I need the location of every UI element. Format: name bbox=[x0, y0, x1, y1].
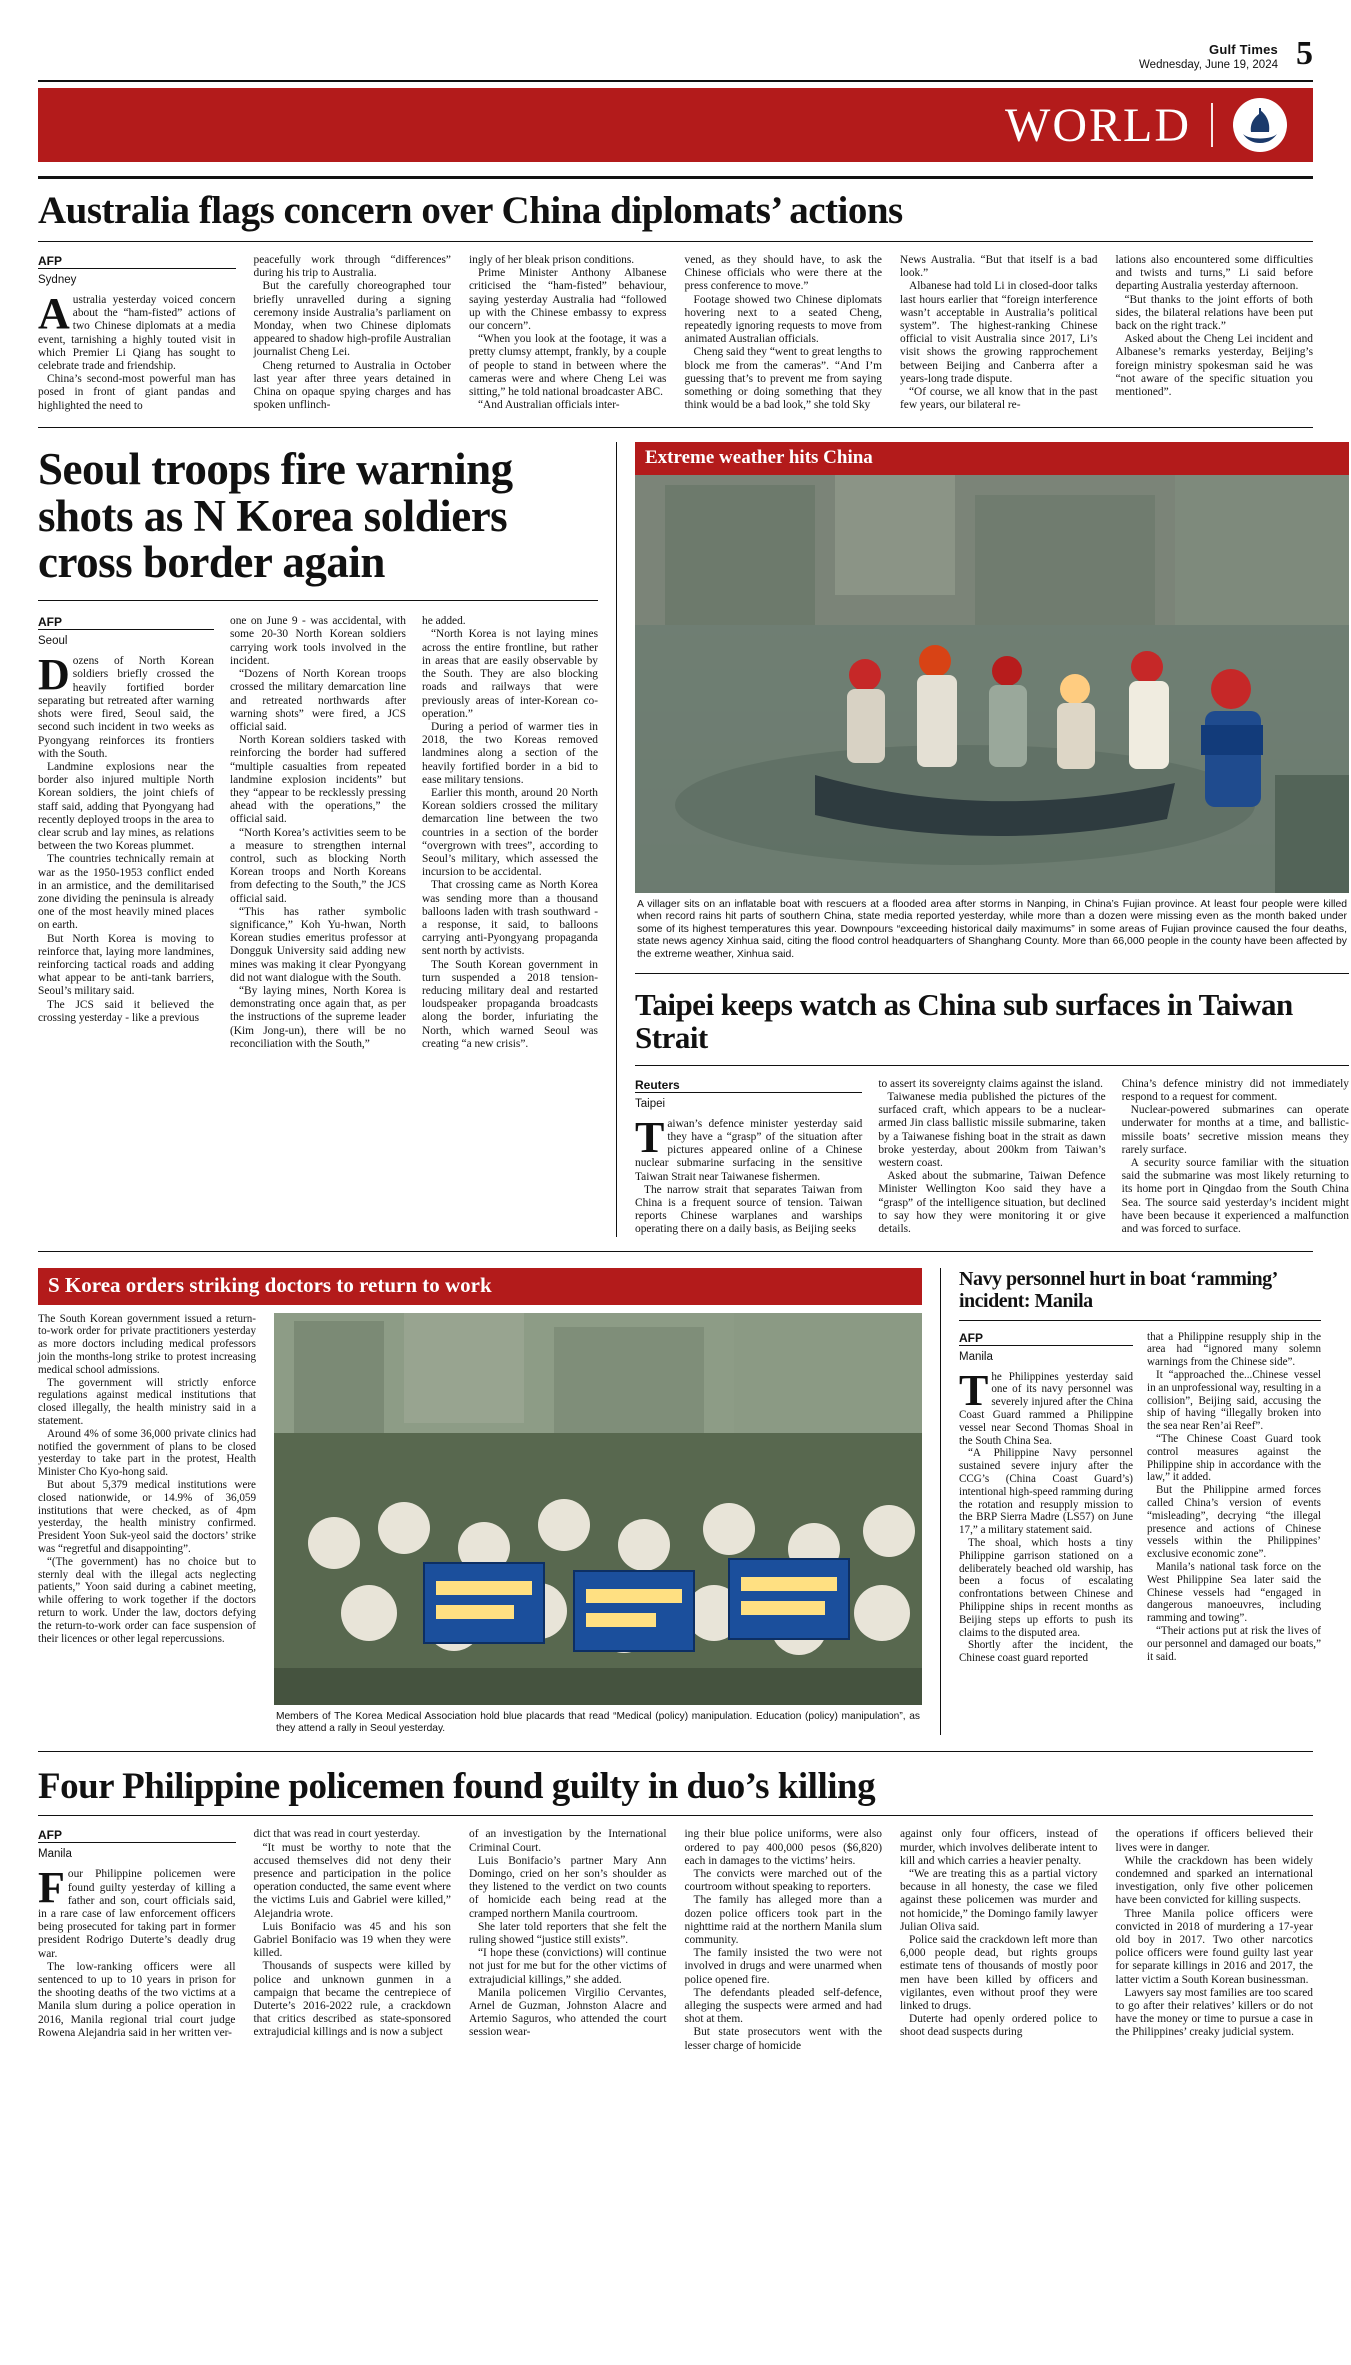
paragraph: against only four officers, instead of murder, which involves deliberate intent to kill and which carries a heavier penalty. bbox=[900, 1828, 1098, 1867]
paragraph: Dozens of North Korean soldiers briefly crossed the heavily fortified border separating but retreated after warning shots were fired, Seoul said, the second such incident in two weeks as Pyongyang reinforces its frontiers with the South. bbox=[38, 650, 214, 760]
paragraph: one on June 9 - was accidental, with some 20-30 North Korean soldiers carrying work tools involved in the incident. bbox=[230, 615, 406, 667]
paragraph: “When you look at the footage, it was a pretty clumsy attempt, frankly, by a couple of people to stand in between where the cameras were and where Cheng Lei was sitting,” he told national broadcaster ABC. bbox=[469, 333, 667, 399]
paragraph: The family has alleged more than a dozen police officers took part in the nighttime raid at the northern Manila slum community. bbox=[684, 1894, 882, 1947]
paragraph: Lawyers say most families are too scared to go after their relatives’ killers or do not have the money or time to pursue a case in the Philippines’ creaky judicial system. bbox=[1115, 1986, 1313, 2039]
column-divider bbox=[616, 442, 617, 1237]
column bbox=[254, 1828, 452, 2052]
paragraph: “And Australian officials inter- bbox=[478, 399, 620, 412]
column bbox=[38, 1828, 236, 2052]
byline-rule bbox=[635, 1092, 862, 1093]
paragraph: That crossing came as North Korea was sending more than a thousand balloons laden with trash southward - a response, it said, to balloons carrying anti-Pyongyang propaganda sent north by activists. bbox=[422, 879, 598, 958]
paragraph: vened, as they should have, to ask the Chinese officials who were there at the press conference to move.” bbox=[684, 254, 882, 293]
paragraph: Thousands of suspects were killed by police and unknown gunmen in a campaign that became the centrepiece of Duterte’s 2016-2022 rule, a crackdown that critics described as state-sponsored extrajudicial killings and is now a subject bbox=[253, 1960, 451, 2039]
paragraph: “By laying mines, North Korea is demonstrating once again that, as per the instructions of the supreme leader (Kim Jong-un), there will be no reconciliation with the South,” bbox=[230, 984, 406, 1050]
paragraph: During a period of warmer ties in 2018, the two Koreas removed landmines along a section of the heavily fortified border in a bid to ease military tensions. bbox=[422, 720, 598, 786]
paragraph: “It must be worthy to note that the accused themselves did not deny their presence and participation in the police operation conducted, the same event where the victims Luis and Gabriel were killed,” Alejandria wrote. bbox=[253, 1841, 451, 1920]
paragraph: China’s defence ministry did not immediately respond to a request for comment. bbox=[1121, 1077, 1349, 1104]
paragraph: The low-ranking officers were all sentenced to up to 10 years in prison for the shooting deaths of the two victims at a Manila slum during a police operation in 2016, Manila regional trial court judge Rowena Alejandria said in her written ver- bbox=[38, 1960, 236, 2039]
section-banner bbox=[38, 88, 1313, 162]
divider-rule bbox=[38, 427, 1313, 428]
paragraph: ing their blue police uniforms, were also ordered to pay 400,000 pesos ($6,820) each in damages to the victims’ heirs. bbox=[684, 1828, 882, 1867]
story-navy bbox=[959, 1268, 1321, 1735]
paragraph: ingly of her bleak prison conditions. bbox=[469, 254, 635, 267]
paragraph: The convicts were marched out of the courtroom without speaking to reporters. bbox=[684, 1868, 882, 1894]
byline bbox=[38, 254, 236, 286]
paragraph: Manila’s national task force on the West Philippine Sea later said the Chinese vessels had “engaged in dangerous manoeuvres, including ramming and towing”. bbox=[1147, 1561, 1321, 1625]
paragraph: he added. bbox=[422, 615, 466, 628]
column bbox=[254, 254, 452, 413]
paragraph: “Of course, we all know that in the past few years, our bilateral re- bbox=[900, 386, 1098, 412]
paragraph: The government will strictly enforce regulations against medical institutions that closed illegally, the health ministry said in a statement. bbox=[38, 1376, 256, 1428]
story-australia bbox=[38, 191, 1313, 413]
paragraph: “Dozens of North Korean troops crossed the military demarcation line and retreated northwards after warning shots” were fired, a JCS official said. bbox=[230, 668, 406, 733]
photo-caption: A villager sits on an inflatable boat with rescuers at a flooded area after storms in Nanping, in China’s Fujian province. At least four people were killed when record rains hit parts of southern China, state media reported yesterday, while more than a dozen were missing even as the month baked under some of its highest temperatures this year. Downpours “exceeding historical daily maximums” in some areas of Fujian province caused the four deaths, state news agency Xinhua said, citing the flood control headquarters of Shanghang County. More than 66,000 people in the county have been affected by the extreme weather, Xinhua said. bbox=[637, 898, 1347, 960]
paragraph: But the carefully choreographed tour briefly unravelled during a signing ceremony inside Australia’s parliament on Monday, when two Chinese diplomats appeared to shadow high-profile Australian journalist Cheng Lei. bbox=[253, 280, 451, 359]
byline bbox=[959, 1331, 1133, 1363]
middle-block bbox=[38, 442, 1349, 1237]
byline-place: Sydney bbox=[38, 274, 77, 287]
top-rule bbox=[38, 176, 1313, 179]
paragraph: “A Philippine Navy personnel sustained severe injury after the CCG’s (China Coast Guard’s) intentional high-speed ramming during the rotation and resupply mission to the BRP Sierra Madre (LS57) on June 17,” a military statement said. bbox=[959, 1447, 1133, 1537]
paragraph: The narrow strait that separates Taiwan from China is a frequent source of tension. Taiwan reports Chinese warplanes and warships operating there on a daily basis, as Beijing seeks bbox=[635, 1183, 863, 1236]
column bbox=[469, 1828, 667, 2052]
photo-kicker: Extreme weather hits China bbox=[635, 442, 1349, 475]
paragraph: But the Philippine armed forces called China’s version of events “misleading”, decrying “the illegal presence and actions of Chinese vessels within the Philippines’ exclusive economic zone”. bbox=[1147, 1484, 1321, 1561]
story-navy-rule bbox=[959, 1320, 1321, 1321]
story-taipei-columns bbox=[635, 1078, 1349, 1237]
paragraph: Footage showed two Chinese diplomats hovering next to a seated Cheng, repeatedly ignoring requests to move from animated Australian officials. bbox=[684, 293, 882, 346]
paragraph: “But thanks to the joint efforts of both sides, the bilateral relations have been put back on the right track.” bbox=[1115, 293, 1313, 333]
column-divider bbox=[940, 1268, 941, 1735]
paragraph: “Their actions put at risk the lives of our personnel and damaged our boats,” it said. bbox=[1147, 1625, 1321, 1663]
paragraph: lations also encountered some difficulties and twists and turns,” Li said before departing Australia yesterday afternoon. bbox=[1115, 254, 1313, 293]
column bbox=[469, 254, 667, 413]
paragraph: The family insisted the two were not involved in drugs and were unarmed when police opened fire. bbox=[684, 1947, 882, 1986]
paragraph: The South Korean government in turn suspended a 2018 tension-reducing military deal and restarted loudspeaker propaganda broadcasts along the border, infuriating the North, which warned Seoul was creating “a new crisis”. bbox=[422, 958, 598, 1050]
column bbox=[230, 615, 406, 1051]
byline-rule bbox=[959, 1345, 1133, 1346]
paragraph: Landmine explosions near the border also injured multiple North Korean soldiers, the joint chiefs of staff said, adding that Pyongyang had recently deployed troops in the area to clear scrub and lay mines, as relations between the two Koreas plummet. bbox=[38, 760, 214, 853]
paragraph: But North Korea is moving to reinforce that, laying more landmines, reinforcing tactical roads and adding what appear to be anti-tank barriers, Seoul’s military said. bbox=[38, 932, 214, 998]
paragraph: But about 5,379 medical institutions were closed nationwide, or 14.9% of 36,059 institutions that were checked, as of 4pm yesterday, the health ministry confirmed. President Yoon Suk-yeol said the doctors’ strike was “regretful and disappointing”. bbox=[38, 1479, 256, 1556]
byline-place: Seoul bbox=[38, 635, 68, 648]
paragraph: Cheng said they “went to great lengths to block me from the cameras”. “And I’m guessing that’s to prevent me from saying something or doing something that they think would be a bad look,” she told Sky bbox=[684, 346, 882, 412]
paragraph: peacefully work through “differences” during his trip to Australia. bbox=[253, 254, 451, 280]
masthead-rule bbox=[38, 80, 1313, 82]
paragraph: the operations if officers believed their lives were in danger. bbox=[1115, 1828, 1313, 1854]
story-australia-headline: Australia flags concern over China diplomats’ actions bbox=[38, 189, 903, 233]
paragraph: Earlier this month, around 20 North Korean soldiers crossed the military demarcation line between the two countries in a section of the border “overgrown with trees”, according to Seoul’s military, which assessed the incursion to be accidental. bbox=[422, 786, 598, 879]
column bbox=[900, 254, 1098, 413]
story-navy-columns bbox=[959, 1331, 1321, 1665]
divider-rule bbox=[38, 1251, 1313, 1252]
paragraph: Albanese had told Li in closed-door talks last hours earlier that “foreign interference wasn’t acceptable in Australia’s political system”. The highest-ranking Chinese official to visit Australia since 2017, Li’s visit shows the growing rapprochement between Beijing and Canberra after a years-long trade dispute. bbox=[900, 280, 1098, 385]
story-taipei-headline: Taipei keeps watch as China sub surfaces in Taiwan Strait bbox=[635, 986, 1293, 1056]
paragraph: “The Chinese Coast Guard took control measures against the Philippine ship in accordance with the law,” it added. bbox=[1147, 1433, 1321, 1484]
paragraph: A security source familiar with the situation said the submarine was most likely returning to its home port in Qingdao from the South China Sea. The source said yesterday’s incident might have been because it experienced a malfunction and was forced to surface. bbox=[1121, 1157, 1349, 1236]
story-skorea-body bbox=[38, 1313, 922, 1735]
paragraph: Police said the crackdown left more than 6,000 people dead, but rights groups estimate tens of thousands of mostly poor men have been killed by officers and vigilantes, even without proof they were linked to drugs. bbox=[900, 1934, 1098, 2013]
paragraph: Prime Minister Anthony Albanese criticised the “ham-fisted” behaviour, saying yesterday Australia had “followed up with the Chinese embassy to express our concern”. bbox=[469, 267, 667, 333]
divider-rule bbox=[635, 973, 1349, 974]
paragraph: The shoal, which hosts a tiny Philippine garrison stationed on a deliberately beached old warship, has been a focus of escalating confrontations between Chinese and Philippine ships in recent months as Beijing steps up efforts to push its claims to the disputed area. bbox=[959, 1537, 1133, 1639]
story-navy-headline: Navy personnel hurt in boat ‘ramming’ incident: Manila bbox=[959, 1267, 1277, 1312]
paragraph: While the crackdown has been widely condemned and sparked an international investigation, only five other policemen have been convicted for killing suspects. bbox=[1115, 1854, 1313, 1907]
paragraph: Three Manila police officers were convicted in 2018 of murdering a 17-year old boy in 2017. Two other narcotics police officers were found guilty last year for separate killings in 2016 and 2017, the latter victim a South Korean businessman. bbox=[1115, 1907, 1313, 1986]
paragraph: Four Philippine policemen were found guilty yesterday of killing a father and son, court officials said, in a rare case of law enforcement officers being prosecuted for taking part in former president Rodrigo Duterte’s deadly drug war. bbox=[38, 1863, 236, 1960]
masthead bbox=[38, 0, 1313, 72]
paragraph: “I hope these (convictions) will continue not just for me but for the other victims of extrajudicial killings,” she added. bbox=[469, 1947, 667, 1986]
byline bbox=[38, 1828, 236, 1860]
paragraph: China’s second-most powerful man has posed in front of giant pandas and highlighted the need to bbox=[38, 373, 236, 412]
story-australia-columns bbox=[38, 254, 1313, 413]
paragraph: Shortly after the incident, the Chinese coast guard reported bbox=[959, 1639, 1133, 1665]
paragraph: Taiwan’s defence minister yesterday said they have a “grasp” of the situation after pictures appeared online of a Chinese nuclear submarine surfacing in the sensitive Taiwan Strait near Taiwanese fishermen. bbox=[635, 1112, 863, 1183]
column bbox=[685, 1828, 883, 2052]
byline-rule bbox=[38, 629, 214, 630]
paragraph: Duterte had openly ordered police to shoot dead suspects during bbox=[900, 2013, 1098, 2039]
story-seoul bbox=[38, 442, 598, 1237]
story-philippines-columns bbox=[38, 1828, 1313, 2052]
paragraph: “North Korea’s activities seem to be a measure to strengthen internal control, such as blocking North Korean troops and North Koreans from defecting to the South,” the JCS official said. bbox=[230, 826, 406, 905]
byline bbox=[38, 615, 214, 647]
paragraph: News Australia. “But that itself is a bad look.” bbox=[900, 254, 1098, 280]
photo-caption: Members of The Korea Medical Association hold blue placards that read “Medical (policy) manipulation. Education (policy) manipulation”, as they attend a rally in Seoul yesterday. bbox=[276, 1710, 920, 1734]
paragraph: Manila policemen Virgilio Cervantes, Arnel de Guzman, Johnston Alacre and Artemio Saguros, who attended the court session wear- bbox=[469, 1986, 667, 2039]
paragraph: Asked about the submarine, Taiwan Defence Minister Wellington Koo said they have a “grasp” of the intelligence situation, but declined to say how they were monitoring it or give details. bbox=[878, 1170, 1106, 1236]
paragraph: “We are treating this as a partial victory because in all honesty, the case we filed against these policemen was murder and not homicide,” the Domingo family lawyer Julian Oliva said. bbox=[900, 1868, 1098, 1933]
column bbox=[900, 1828, 1098, 2052]
byline-place: Manila bbox=[959, 1350, 993, 1363]
paragraph: “North Korea is not laying mines across the entire frontline, but rather in areas that are easily observable by the South. They are also blocking roads and railways that were previously areas of inter-Korean co-operation.” bbox=[422, 628, 598, 720]
byline-agency: AFP bbox=[38, 1828, 62, 1843]
paragraph: She later told reporters that she felt the ruling showed “justice still exists”. bbox=[469, 1920, 667, 1947]
story-australia-rule bbox=[38, 241, 1313, 242]
story-taipei-rule bbox=[635, 1065, 1349, 1066]
story-taipei bbox=[635, 988, 1349, 1237]
story-skorea-photo-block bbox=[274, 1313, 922, 1735]
story-seoul-columns bbox=[38, 615, 598, 1051]
story-philippines-rule bbox=[38, 1815, 1313, 1816]
column bbox=[1116, 1828, 1314, 2052]
column bbox=[38, 1313, 256, 1735]
byline-agency: AFP bbox=[38, 254, 62, 269]
paragraph: of an investigation by the International Criminal Court. bbox=[469, 1828, 667, 1854]
column bbox=[685, 254, 883, 413]
byline-rule bbox=[38, 1842, 236, 1843]
paragraph: Luis Bonifacio was 45 and his son Gabriel Bonifacio was 19 when they were killed. bbox=[253, 1920, 451, 1960]
photo-image bbox=[274, 1313, 922, 1705]
paragraph: dict that was read in court yesterday. bbox=[253, 1828, 421, 1841]
column bbox=[38, 254, 236, 413]
paragraph: Nuclear-powered submarines can operate underwater for months at a time, and ballistic-missile boats’ secretive mission means they rarely surface. bbox=[1121, 1104, 1349, 1156]
paragraph: “(The government) has no choice but to sternly deal with the illegal acts neglecting patients,” Yoon said during a cabinet meeting, while offering to work together if the doctors return to work. Under the law, doctors defying the return-to-work order can face suspension of their licences or other legal repercussions. bbox=[38, 1555, 256, 1645]
paragraph: North Korean soldiers tasked with reinforcing the border had suffered “multiple casualties from repeated landmine explosion incidents” but they “appear to be recklessly pressing ahead with the operations,” the official said. bbox=[230, 734, 406, 826]
column bbox=[1122, 1078, 1349, 1237]
gulf-times-logo-icon bbox=[1233, 98, 1287, 152]
paragraph: Australia yesterday voiced concern about the “ham-fisted” actions of two Chinese diplomats at a media event, tarnishing a highly touted visit in which Premier Li Qiang has sought to celebrate trade and friendship. bbox=[38, 289, 236, 373]
column bbox=[1116, 254, 1314, 413]
page-number: 5 bbox=[1296, 35, 1313, 72]
byline-place: Manila bbox=[38, 1848, 72, 1861]
publication-title: Gulf Times bbox=[1209, 41, 1278, 57]
story-skorea bbox=[38, 1268, 922, 1735]
column bbox=[959, 1331, 1133, 1665]
paragraph: that a Philippine resupply ship in the area had “ignored many solemn warnings from the Chinese side”. bbox=[1147, 1330, 1321, 1369]
paragraph: But state prosecutors went with the lesser charge of homicide bbox=[684, 2026, 882, 2052]
story-seoul-rule bbox=[38, 600, 598, 601]
byline-place: Taipei bbox=[635, 1097, 666, 1110]
row-three bbox=[38, 1267, 1321, 1735]
paragraph: Luis Bonifacio’s partner Mary Ann Domingo, cried on her son’s shoulder as they listened to the verdict on two counts of homicide each being read at the cramped northern Manila courtroom. bbox=[469, 1854, 667, 1920]
section-title: WORLD bbox=[1005, 98, 1191, 152]
story-skorea-banner: S Korea orders striking doctors to return to work bbox=[38, 1268, 922, 1305]
story-seoul-headline: Seoul troops fire warning shots as N Korea soldiers cross border again bbox=[38, 443, 513, 588]
divider-rule bbox=[38, 1751, 1313, 1752]
paragraph: Around 4% of some 36,000 private clinics had notified the government of plans to be closed yesterday to take part in the protest, Health Minister Cho Kyo-hong said. bbox=[38, 1427, 256, 1479]
byline-agency: AFP bbox=[38, 615, 62, 630]
column bbox=[635, 1078, 862, 1237]
paragraph: It “approached the...Chinese vessel in an unprofessional way, resulting in a collision”, Beijing said, accusing the ship of having “illegally broken into the sea near Ren’ai Reef”. bbox=[1147, 1369, 1321, 1433]
banner-divider bbox=[1211, 103, 1213, 147]
paragraph: The Philippines yesterday said one of its navy personnel was severely injured after the China Coast Guard rammed a Philippine vessel near Second Thomas Shoal in the South China Sea. bbox=[959, 1365, 1133, 1447]
byline-rule bbox=[38, 268, 236, 269]
paragraph: Taiwanese media published the pictures of the surfaced craft, which appears to be a nuclear-armed Jin class ballistic missile submarine, taken by a Taiwanese fishing boat in the strait as dawn broke yesterday, about 200km from Taiwan’s western coast. bbox=[878, 1091, 1106, 1170]
byline-agency: AFP bbox=[959, 1330, 983, 1345]
story-philippines bbox=[38, 1765, 1313, 2053]
publication-date: Wednesday, June 19, 2024 bbox=[1139, 58, 1278, 71]
byline bbox=[635, 1078, 862, 1110]
right-block bbox=[635, 442, 1349, 1237]
paragraph: Cheng returned to Australia in October last year after three years detained in China on opaque spying charges and has spoken unflinch- bbox=[253, 359, 451, 412]
paragraph: The South Korean government issued a return-to-work order for private practitioners yesterday as more doctors including medical professors join the months-long strike to protest increasing medical school admissions. bbox=[38, 1312, 256, 1376]
story-philippines-headline: Four Philippine policemen found guilty in duo’s killing bbox=[38, 1765, 876, 1807]
paragraph: The JCS said it believed the crossing yesterday - like a previous bbox=[38, 998, 214, 1024]
masthead-text bbox=[1139, 42, 1278, 73]
photo-extreme-weather bbox=[635, 442, 1349, 961]
paragraph: to assert its sovereignty claims against the island. bbox=[878, 1077, 1103, 1090]
column bbox=[878, 1078, 1105, 1237]
column bbox=[422, 615, 598, 1051]
byline-agency: Reuters bbox=[635, 1077, 680, 1092]
paragraph: The defendants pleaded self-defence, alleging the suspects were armed and had shot at them. bbox=[684, 1986, 882, 2026]
paragraph: “This has rather symbolic significance,” Koh Yu-hwan, North Korean studies emeritus professor at Dongguk University said adding new mines was making it clear Pyongyang did not want dialogue with the South. bbox=[230, 905, 406, 984]
paragraph: The countries technically remain at war as the 1950-1953 conflict ended in an armistice, and the demilitarised zone dividing the peninsula is already one of the most heavily mined places on earth. bbox=[38, 853, 214, 932]
column bbox=[1147, 1331, 1321, 1665]
column bbox=[38, 615, 214, 1051]
paragraph: Asked about the Cheng Lei incident and Albanese’s remarks yesterday, Beijing’s foreign ministry spokesman said he was “not aware of the specific situation you mentioned”. bbox=[1115, 333, 1313, 399]
photo-image bbox=[635, 475, 1349, 893]
